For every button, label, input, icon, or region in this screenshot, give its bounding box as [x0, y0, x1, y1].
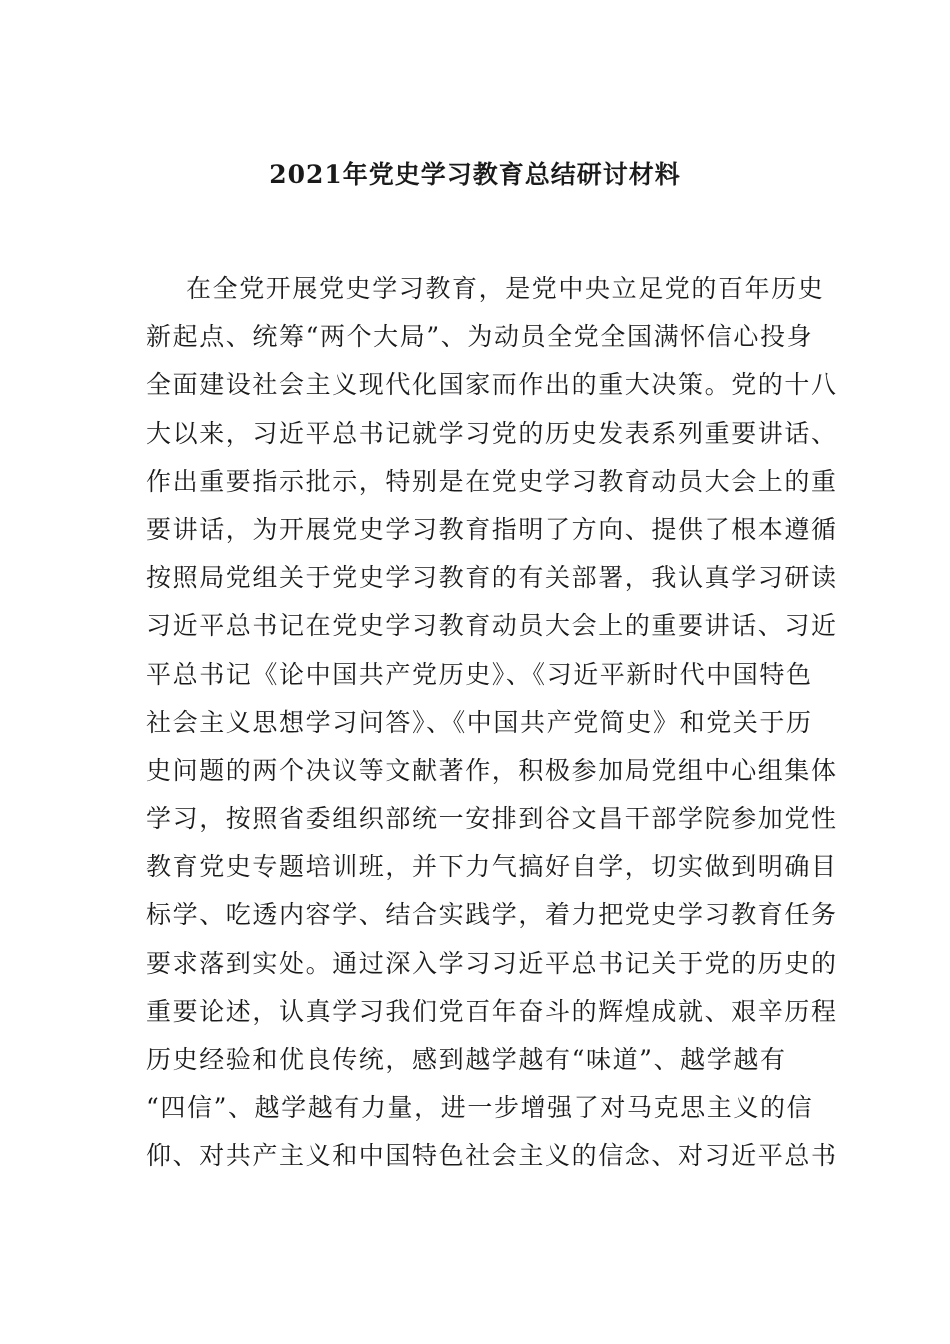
paragraph-line: 按照局党组关于党史学习教育的有关部署，我认真学习研读 — [146, 563, 838, 593]
paragraph-line: 仰、对共产主义和中国特色社会主义的信念、对习近平总书 — [146, 1141, 838, 1171]
paragraph-line: 作出重要指示批示，特别是在党史学习教育动员大会上的重 — [146, 466, 838, 496]
paragraph-line: 在全党开展党史学习教育，是党中央立足党的百年历史 — [186, 274, 825, 303]
paragraph-line: 新起点、统筹“两个大局”、为动员全党全国满怀信心投身 — [146, 322, 814, 352]
paragraph-line: 标学、吃透内容学、结合实践学，着力把党史学习教育任务 — [146, 900, 838, 930]
body-paragraph — [146, 265, 838, 1181]
paragraph-line: 历史经验和优良传统，感到越学越有“味道”、越学越有 — [146, 1045, 787, 1074]
paragraph-line: 学习，按照省委组织部统一安排到谷文昌干部学院参加党性 — [146, 804, 838, 834]
paragraph-line: 平总书记《论中国共产党历史》、《习近平新时代中国特色 — [146, 659, 813, 689]
paragraph-line: 要讲话，为开展党史学习教育指明了方向、提供了根本遵循 — [146, 514, 838, 544]
document-title: 2021年党史学习教育总结研讨材料 — [269, 160, 681, 189]
paragraph-line: “四信”、越学越有力量，进一步增强了对马克思主义的信 — [146, 1093, 814, 1123]
paragraph-line: 全面建设社会主义现代化国家而作出的重大决策。党的十八 — [146, 370, 838, 400]
paragraph-line: 大以来，习近平总书记就学习党的历史发表系列重要讲话、 — [146, 418, 838, 448]
paragraph-line: 社会主义思想学习问答》、《中国共产党简史》和党关于历 — [146, 707, 813, 737]
paragraph-line: 习近平总书记在党史学习教育动员大会上的重要讲话、习近 — [146, 611, 838, 641]
paragraph-line: 史问题的两个决议等文献著作，积极参加局党组中心组集体 — [146, 755, 838, 785]
paragraph-line: 重要论述，认真学习我们党百年奋斗的辉煌成就、艰辛历程 — [146, 996, 838, 1026]
paragraph-line: 要求落到实处。通过深入学习习近平总书记关于党的历史的 — [146, 948, 838, 978]
paragraph-line: 教育党史专题培训班，并下力气搞好自学，切实做到明确目 — [146, 852, 838, 882]
